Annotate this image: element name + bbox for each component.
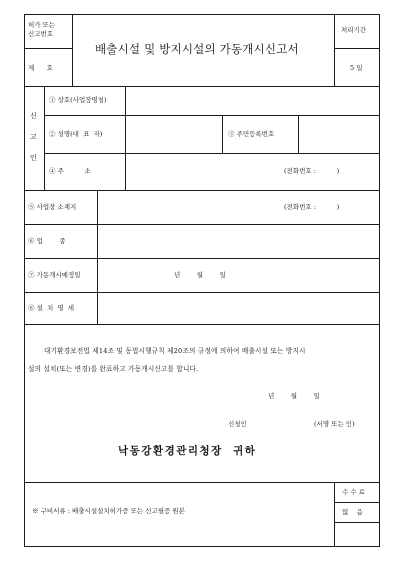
address-label: ④ 주 소 — [49, 167, 91, 175]
form-title: 배출시설 및 방지시설의 가동개시신고서 — [95, 42, 299, 56]
address-field[interactable] — [126, 154, 379, 190]
site-phone-label: (전화번호 : ) — [284, 203, 340, 211]
fee-value: 없 음 — [342, 508, 363, 516]
representative-label: ② 성명(대 표 자) — [49, 130, 103, 138]
declaration-line-1: 대기환경보전법 제14조 및 동법시행규칙 제20조의 규정에 의하여 배출시설 또는 방지시 — [44, 347, 306, 355]
resident-no-label: ③ 주민등록번호 — [228, 130, 275, 138]
signature-label: (서명 또는 인) — [314, 420, 355, 428]
address-phone-label: (전화번호 : ) — [284, 167, 340, 175]
applicant-signature-field[interactable] — [258, 414, 313, 430]
applicant-section-label-3: 인 — [30, 154, 37, 162]
declaration-line-2: 설의 설치(또는 변경)를 완료하고 가동개시신고를 합니다. — [28, 365, 199, 373]
processing-period-label: 처리기간 — [341, 26, 367, 34]
authority-addressee: 낙동강환경관리청장 귀하 — [118, 445, 257, 457]
permit-no-label-line2: 신고번호 — [28, 30, 54, 38]
business-type-field[interactable] — [98, 225, 379, 258]
declaration-date: 년 월 일 — [268, 392, 320, 400]
site-location-label: ⑤ 사업장 소재지 — [28, 203, 77, 211]
representative-field[interactable] — [126, 116, 222, 153]
resident-no-field[interactable] — [299, 116, 379, 153]
facility-detail-label: ⑧ 설 치 명 세 — [28, 304, 75, 312]
business-name-field[interactable] — [126, 87, 379, 115]
doc-no-label: 제 호 — [28, 64, 53, 72]
permit-no-label-line1: 허가 또는 — [28, 21, 56, 29]
start-date-field[interactable] — [98, 259, 379, 292]
applicant-section-label-2: 고 — [30, 133, 37, 141]
start-date-placeholder: 년 월 일 — [174, 271, 226, 279]
business-type-label: ⑥ 업 종 — [28, 237, 66, 245]
attachments-note: ※ 구비서류 : 배출시설설치허가증 또는 신고필증 원본 — [32, 507, 185, 515]
facility-detail-field[interactable] — [98, 293, 379, 324]
start-date-label: ⑦ 가동개시예정일 — [28, 271, 81, 279]
applicant-label: 신청인 — [228, 420, 247, 428]
fee-label: 수 수 료 — [342, 488, 365, 496]
business-name-label: ① 상호(사업장명칭) — [49, 96, 107, 104]
applicant-section-label-1: 신 — [30, 112, 37, 120]
processing-period-value: 5 일 — [350, 64, 363, 72]
